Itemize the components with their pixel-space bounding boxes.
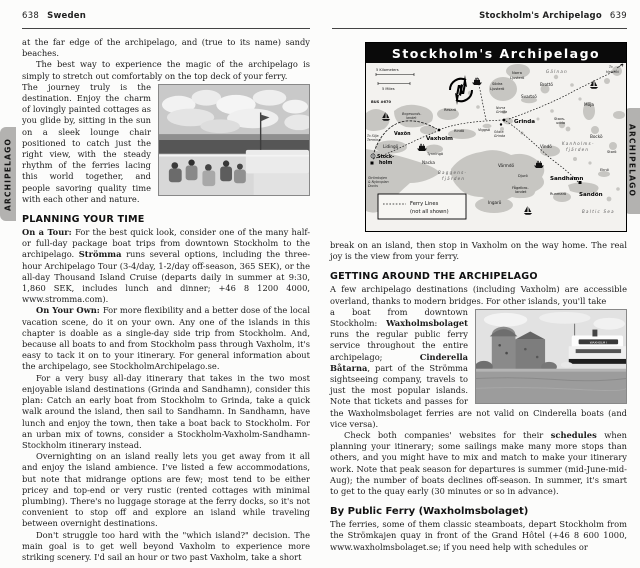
map-label-baggensfjarden: Baggens- [438,170,468,175]
right-side-tab-label: ARCHIPELAGO [627,124,637,198]
sailboat-icon [524,206,532,215]
map-label-vindo: Vindö [540,144,552,149]
paragraph: For a very busy all-day itinerary that takes in the two most enjoyable island destinations (Grinda and Sandhamn), consider this plan: Catch an early boat from Stockholm to Grinda, take a quick walk around the island, then sail to Sandhamn. In Sandhamn, have lunch and enjoy the town, then take a boat back to Stockholm. For an urban mix of towns, consider a Stockholm-Vaxholm-Sandhamn-Stockholm itinerary instead. [22,372,310,450]
photo-text-wrap [330,307,627,430]
map-scale [376,68,414,91]
paragraph: The ferries, some of them classic steamboats, depart Stockholm from the Strömkajen quay in front of the Grand Hôtel (+46 8 600 1000, www.waxholmsbolaget.se; if you need help with schedules or [330,519,627,552]
ferry-icon [417,144,427,151]
bus-670-label: BUS #670 [371,100,392,104]
paragraph: break on an island, then stop in Vaxholm on the way home. The real joy is the view from your ferry. [330,240,627,262]
svg-text:udda: udda [556,121,566,125]
paragraph: Overnighting on an island really lets you get away from it all and enjoy the island ambience. I've listed a few accommodations, but note that midrange options are few; most tend to be either pricey and top-end or very rustic (rented cottages with minimal plumbing). There's no luggage storage at the ferry docks, so it's not convenient to stop off and explore an island while traveling between overnight destinations. [22,451,310,529]
paragraph: Don't struggle too hard with the "which island?" decision. The main goal is to get well beyond Vaxholm to experience more striking scenery. I'd sail an hour or two past Vaxholm, take a short [22,529,310,562]
left-page-number: 638 [22,11,40,21]
map-label-sandon: Sandön [579,192,603,198]
map-label-vaxholm: Vaxholm [426,136,453,142]
map-label-ekno: Eknö [600,168,609,172]
map-label-stockholm: Stock- [377,155,395,160]
map-label-bocko: Bockö [590,134,603,139]
svg-text:Ljusterö: Ljusterö [510,76,525,80]
svg-text:fjärden: fjärden [442,176,466,181]
map-label-varmdo: Värmdö [498,163,515,168]
map-label-kanholmsfjarden: Kanholms- [562,141,595,146]
paragraph-on-a-tour: On a Tour: For the best quick look, consider one of the many half- or full-day package boat trips from downtown Stockholm to the archipelago. Strömma runs several options, including the three-hour Archipelago Tour (3-4/day, 1-2/day off-season, 365 SEK), or the all-day Thousand Island Cruise (departs daily in summer at 9:30, 1,860 SEK, includes lunch and dinner; +46 8 1200 4000, www.stromma.com). [22,227,310,305]
map-label-galnan: Gälnan [546,69,568,74]
map-label-lidingo: Lidingö [383,144,399,149]
scale-km-label: 5 Kilometers [376,68,399,72]
legend-not-all-shown-label: (not all shown) [410,209,449,215]
paragraph: The best way to experience the magic of the archipelago is simply to stretch out comfortably on the top deck of your ferry. [22,59,310,81]
map-title-bar: Stockholm's Archipelago [366,43,626,63]
left-page-body [22,37,310,563]
map-label-norra-grinda: Norra [496,106,506,110]
right-chapter-title: Stockholm's Archipelago [479,11,602,21]
map-label-fagelbrolandet: Fågelbro- [512,186,529,190]
ferry-icon [472,78,482,85]
getting-around-heading: GETTING AROUND THE ARCHIPELAGO [330,271,538,283]
map-label-sandhamn: Sandhamn [550,176,584,182]
legend-ferry-lines-label: Ferry Lines [410,201,439,207]
map-label-ingaro: Ingarö [488,200,502,205]
svg-text:Ljusterö: Ljusterö [490,87,505,91]
map-label-baltic-sea: Baltic Sea [582,209,615,214]
map-label-moja: Möja [584,102,594,107]
map-label-brotto: Brottö [540,82,553,87]
map-canvas [366,63,626,231]
svg-text:Grinda: Grinda [494,134,506,138]
map-label-sodra-ljustero: Södra [492,82,503,86]
map-label-djuro: Djurö [518,174,528,178]
map-label-storo: Storö [607,150,617,154]
map-label-docks: Strömkajen [368,176,387,180]
map-label-viggso: Viggsö [478,128,491,132]
svg-text:To Silja: To Silja [367,134,379,138]
map-label-svartso: Svartsö [521,94,537,99]
map-label-tynningo: Tynningö [427,152,444,156]
svg-text:Docks: Docks [368,184,378,188]
svg-text:fjärden: fjärden [566,147,590,152]
paragraph: a boat from downtown Stockholm: Waxholmsbolaget runs the regular public ferry service throughout the entire archipelago; Cinderella Båtarna, part of the Strömma sightseeing company, travels to just the most popular islands. Note that tickets and passes for the Waxholmsbolaget ferries are not valid on Cinderella boats (and vice versa). [330,306,627,429]
photo-text-wrap [22,82,310,205]
right-page [320,0,640,568]
map-label-norra-ljustero: Norra [512,71,522,75]
right-page-header [332,11,627,29]
svg-text:holm: holm [379,161,393,166]
by-public-ferry-heading: By Public Ferry (Waxholmsbolaget) [330,506,529,518]
left-chapter-title: Sweden [47,11,86,21]
svg-text:Terminal: Terminal [367,138,382,142]
planning-your-time-heading: PLANNING YOUR TIME [22,214,145,226]
left-side-tab-archipelago [0,127,16,221]
vaxholm-harbor-photo [475,309,627,404]
paragraph: The journey truly is the destination. Enjoy the charm of lovingly painted cottages as you glide by, sitting in the sun on a sleek lounge chair positioned to catch just the right view, with the steady rhythm of the ferries lacing this world together, and people savoring quality time with each other and nature. [22,81,151,204]
left-page-header [22,11,310,29]
map-label-rindo: Rindö [454,129,465,133]
map-label-runmaro: Runmarö [550,192,567,196]
paragraph: Check both companies' websites for their schedules when planning your itinerary; some sailings make many more stops than others, and you might have to mix and match to make your itinerary work. Note that peak season for departures is summer (mid-June-mid-Aug); the number of boats declines off-season. In summer, it's smart to get to the quay early (30 minutes or so in advance). [330,430,627,497]
svg-text:Helsinki: Helsinki [606,70,619,74]
compass-n-label: N [456,83,467,97]
archipelago-map [365,42,627,232]
svg-text:Grinda: Grinda [496,110,508,114]
svg-text:& Nybroplan: & Nybroplan [368,180,389,184]
paragraph: A few archipelago destinations (including Vaxholm) are accessible overland, thanks to modern bridges. For other islands, you'll take [330,284,627,306]
scale-miles-label: 5 Miles [382,87,395,91]
paragraph-on-your-own: On Your Own: For more flexibility and a better dose of the local vacation scene, do it on your own. Any one of the islands in this chapter is doable as a single-day side trip from Stockholm. And, because all boats to and from Stockholm pass through Vaxholm, it's easy to tack it on to your itinerary. For general information about the archipelago, see StockholmArchipelago.se. [22,305,310,372]
svg-text:landet: landet [515,190,527,194]
right-page-body [330,240,627,553]
map-legend [378,194,466,219]
svg-text:landet: landet [406,116,417,120]
paragraph: at the far edge of the archipelago, and (true to its name) sandy beaches. [22,37,310,59]
map-label-grinda: Grinda [514,119,536,125]
map-label-bogesundslandet: Bogesunds- [402,112,422,116]
right-page-number: 639 [609,11,627,21]
map-label-sodra-grinda: Södra [494,130,504,134]
ferry-deck-photo-art [159,85,309,195]
map-label-resaro: Resarö [444,108,457,112]
map-label-vaxon: Vaxön [394,132,411,137]
compass-rose [450,75,472,105]
boat-name-text: WAXHOLM I [589,340,608,345]
left-side-tab-label: ARCHIPELAGO [3,137,13,211]
vaxholm-harbor-photo-art [476,310,626,403]
map-label-to-helsinki: To [609,65,613,69]
ferry-deck-photo [158,84,310,196]
map-label-nacka: Nacka [422,160,435,165]
map-label-stavsudda: Stavs- [554,117,566,121]
